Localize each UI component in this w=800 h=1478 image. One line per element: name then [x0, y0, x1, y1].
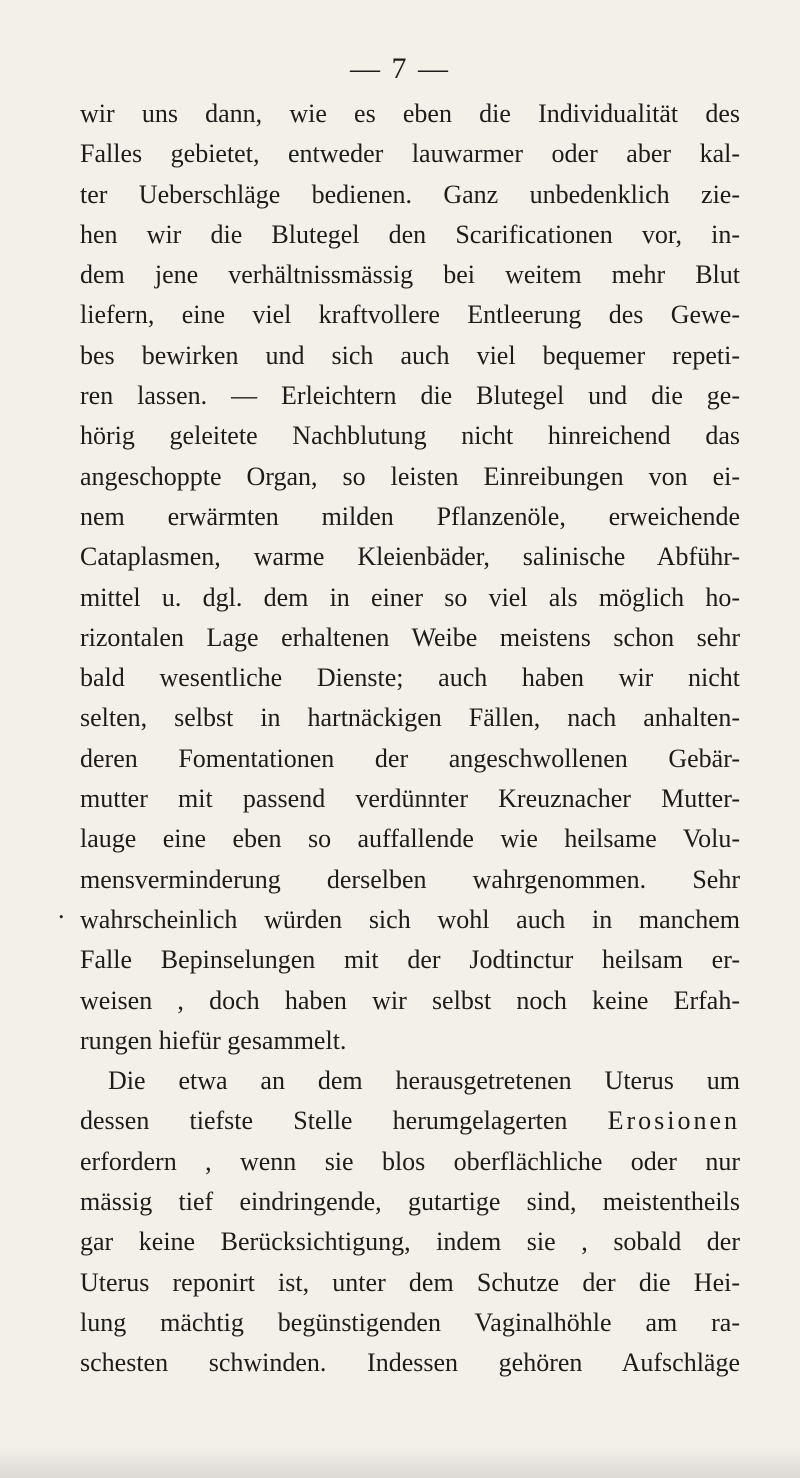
page-number: — 7 —	[350, 52, 450, 85]
text-line: Uterus reponirt ist, unter dem Schutze der die Hei-	[80, 1267, 740, 1297]
text-line: gar keine Berücksichtigung, indem sie , sobald der	[80, 1227, 740, 1257]
text-line: bes bewirken und sich auch viel bequemer repeti-	[80, 340, 740, 370]
text-line: ren lassen. — Erleichtern die Blutegel und die ge-	[80, 381, 740, 411]
paragraph-start-line: Die etwa an dem herausgetretenen Uterus um	[108, 1066, 740, 1096]
text-line-emphasis	[80, 1101, 740, 1141]
text-line: mittel u. dgl. dem in einer so viel als möglich ho-	[80, 582, 740, 612]
text-line: weisen , doch haben wir selbst noch keine Erfah-	[80, 985, 740, 1015]
text-line: mensverminderung derselben wahrgenommen. Sehr	[80, 864, 740, 894]
text-line: erfordern , wenn sie blos oberflächliche oder nur	[80, 1146, 740, 1176]
text-line: mässig tief eindringende, gutartige sind, meistentheils	[80, 1187, 740, 1217]
text-line: selten, selbst in hartnäckigen Fällen, nach anhalten-	[80, 703, 740, 733]
text-line: schesten schwinden. Indessen gehören Aufschläge	[80, 1348, 740, 1378]
scan-edge-shadow	[0, 1448, 800, 1478]
text-line: mutter mit passend verdünnter Kreuznacher Mutter-	[80, 784, 740, 814]
text-line: Falle Bepinselungen mit der Jodtinctur heilsam er-	[80, 945, 740, 975]
text-line: hen wir die Blutegel den Scarificationen vor, in-	[80, 219, 740, 249]
text-line: nem erwärmten milden Pflanzenöle, erweichende	[80, 501, 740, 531]
text-line: wir uns dann, wie es eben die Individualität des	[80, 99, 740, 128]
text-segment: dessen tiefste Stelle herumgelagerten	[80, 1106, 608, 1136]
text-line: dem jene verhältnissmässig bei weitem mehr Blut	[80, 260, 740, 290]
text-line: bald wesentliche Dienste; auch haben wir nicht	[80, 663, 740, 693]
text-line: rizontalen Lage erhaltenen Weibe meistens schon sehr	[80, 622, 740, 652]
text-line: Cataplasmen, warme Kleienbäder, salinische Abführ-	[80, 542, 740, 572]
text-line: lauge eine eben so auffallende wie heilsame Volu-	[80, 824, 740, 854]
spaced-emphasis: Erosionen	[607, 1106, 740, 1136]
text-line: Falles gebietet, entweder lauwarmer oder aber kal-	[80, 139, 740, 169]
margin-mark: .	[58, 895, 65, 924]
text-line: liefern, eine viel kraftvollere Entleerung des Gewe-	[80, 300, 740, 330]
text-line: rungen hiefür gesammelt.	[80, 1025, 347, 1055]
text-line: deren Fomentationen der angeschwollenen Gebär-	[80, 743, 740, 773]
body-text	[80, 94, 740, 1384]
text-line: angeschoppte Organ, so leisten Einreibungen von ei-	[80, 461, 740, 491]
text-line: ter Ueberschläge bedienen. Ganz unbedenklich zie-	[80, 179, 740, 209]
text-line: lung mächtig begünstigenden Vaginalhöhle am ra-	[80, 1307, 740, 1337]
text-line: wahrscheinlich würden sich wohl auch in manchem	[80, 904, 740, 934]
text-line: hörig geleitete Nachblutung nicht hinreichend das	[80, 421, 740, 451]
